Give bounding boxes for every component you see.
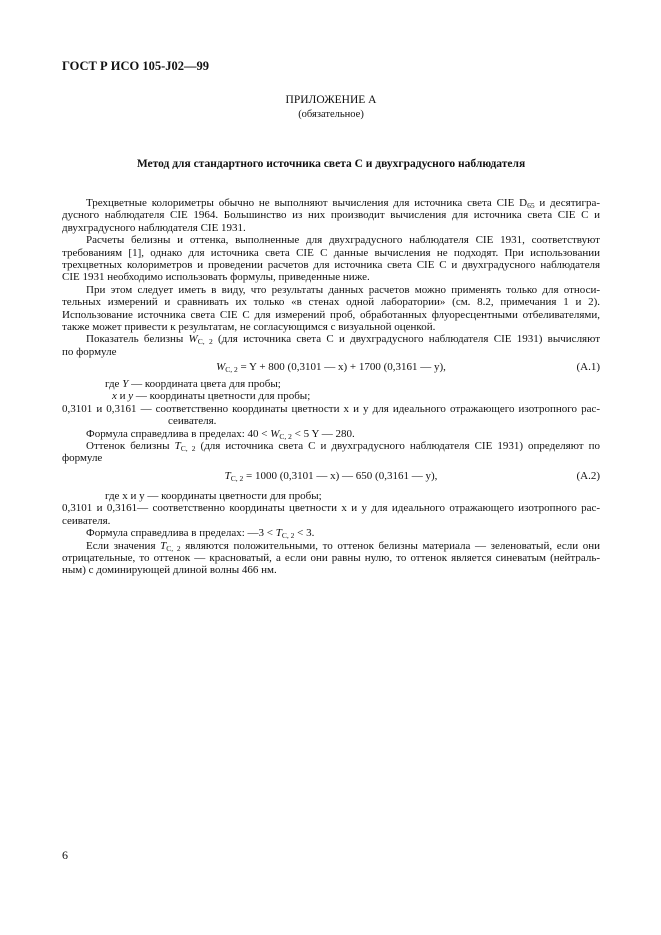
- subscript: C, 2: [279, 431, 292, 441]
- appendix-title: ПРИЛОЖЕНИЕ А: [285, 94, 377, 106]
- text: Формула справедлива в пределах: —3 <: [86, 527, 276, 540]
- paragraph-line: [62, 390, 600, 402]
- paragraph-line: где x и y — координаты цветности для пробы;: [105, 490, 322, 502]
- text: Формула справедлива в пределах: 40 <: [86, 427, 271, 440]
- formula-number: (А.1): [576, 361, 600, 373]
- symbol: W: [188, 333, 198, 346]
- subscript: C, 2: [281, 531, 295, 541]
- symbol: T: [160, 539, 167, 552]
- formula-expression: [62, 361, 600, 373]
- paragraph-line: [62, 333, 600, 345]
- paragraph-line: [62, 428, 600, 440]
- symbol: W: [216, 361, 226, 373]
- paragraph-line: отрицательные, то оттенок — красноватый, а если они равны нулю, то оттенок является синеватым (нейтраль-: [62, 551, 600, 564]
- paragraph-line: двухградусного наблюдателя CIE 1931.: [62, 221, 246, 234]
- formula-number: (А.2): [576, 470, 600, 482]
- paragraph-line: Использование источника света CIE С для измерений проб, обработанных флуоресцентными отбеливателями,: [62, 308, 600, 321]
- paragraph-line: тельных измерений и сравнивать их только «в стенах одной лаборатории» (см. 8.2, примечания 1 и 2).: [62, 296, 600, 309]
- text: < 3.: [294, 527, 315, 540]
- paragraph-line: CIE 1931 необходимо использовать формулы, приведенные ниже.: [62, 271, 370, 284]
- body-text-2: [62, 378, 600, 465]
- paragraph-line: ным) с доминирующей длиной волны 466 нм.: [62, 564, 277, 577]
- text: < 5 Y — 280.: [291, 427, 355, 440]
- paragraph-line: трехцветных колориметров и проведении расчетов для источника света CIE С и двухградусного наблюдателя: [62, 258, 600, 271]
- text: и десятигра-: [534, 197, 600, 209]
- paragraph-line: формуле: [62, 452, 103, 465]
- paragraph-line: также может привести к результатам, не согласующимся с визуальной оценкой.: [62, 320, 436, 333]
- text: = Y + 800 (0,3101 — x) + 1700 (0,3161 — y),: [237, 361, 446, 373]
- symbol: T: [224, 470, 231, 482]
- paragraph-line: [62, 378, 600, 390]
- body-text-3: [62, 490, 600, 577]
- text: Показатель белизны: [86, 333, 189, 346]
- symbol: T: [174, 439, 181, 452]
- subscript: C, 2: [230, 474, 244, 483]
- section-title: Метод для стандартного источника света С и двухградусного наблюдателя: [136, 158, 526, 170]
- text: = 1000 (0,3101 — x) — 650 (0,3161 — y),: [243, 470, 438, 482]
- subscript: 65: [527, 201, 535, 210]
- paragraph-line: Расчеты белизны и оттенка, выполненные для двухградусного наблюдателя CIE 1931, соответствуют: [86, 234, 600, 247]
- paragraph-line: При этом следует иметь в виду, что результаты данных расчетов можно применять только для относи-: [86, 283, 600, 296]
- text: — координаты цветности для пробы;: [133, 390, 311, 403]
- symbol: T: [275, 527, 282, 540]
- text: являются положительными, то оттенок белизны материала — зеленоватый, если они: [180, 539, 600, 552]
- formula-a1: [62, 361, 600, 374]
- formula-a2: [62, 470, 600, 483]
- document-header: ГОСТ Р ИСО 105-J02—99: [62, 59, 210, 73]
- paragraph-line: по формуле: [62, 345, 117, 358]
- text: (для источника света С и двухградусного наблюдателя CIE 1931) вычисляют: [212, 333, 600, 346]
- paragraph-line: [62, 540, 600, 552]
- paragraph-line: сеивателя.: [62, 514, 111, 527]
- text: Трехцветные колориметры обычно не выполняют вычисления для источника света CIE D: [86, 197, 528, 209]
- text: Если значения: [86, 539, 161, 552]
- symbol: x: [112, 390, 117, 403]
- text: где: [105, 378, 123, 390]
- text: (для источника света С и двухградусного наблюдателя CIE 1931) определяют по: [195, 439, 600, 452]
- formula-expression: [62, 470, 600, 482]
- subscript: C, 2: [225, 365, 238, 374]
- body-text-1: [62, 197, 600, 358]
- paragraph-line: [62, 527, 600, 539]
- subscript: C, 2: [166, 543, 181, 553]
- symbol: Y: [122, 378, 129, 390]
- paragraph-line: [62, 197, 600, 209]
- text: и: [116, 390, 129, 403]
- appendix-status: (обязательное): [298, 109, 364, 120]
- text: Оттенок белизны: [86, 439, 175, 452]
- paragraph-line: требованиям [1], однако для источника света CIE С данные вычисления не подходят. При использовании: [62, 246, 600, 259]
- page-number: 6: [62, 848, 68, 862]
- subscript: C, 2: [180, 443, 196, 453]
- text: — координата цвета для пробы;: [128, 378, 281, 390]
- subscript: C, 2: [197, 337, 213, 347]
- symbol: W: [270, 427, 280, 440]
- paragraph-line: сеивателя.: [168, 415, 217, 428]
- symbol: y: [128, 390, 134, 403]
- paragraph-line: 0,3101 и 0,3161 — соответственно координаты цветности x и y для идеального отражающего изотропного рас-: [62, 402, 600, 415]
- paragraph-line: дусного наблюдателя CIE 1964. Большинство из них производит вычисления для источника света CIE С и: [62, 209, 600, 222]
- paragraph-line: [62, 440, 600, 452]
- paragraph-line: 0,3101 и 0,3161— соответственно координаты цветности x и y для идеального отражающего изотропного рас-: [62, 502, 600, 515]
